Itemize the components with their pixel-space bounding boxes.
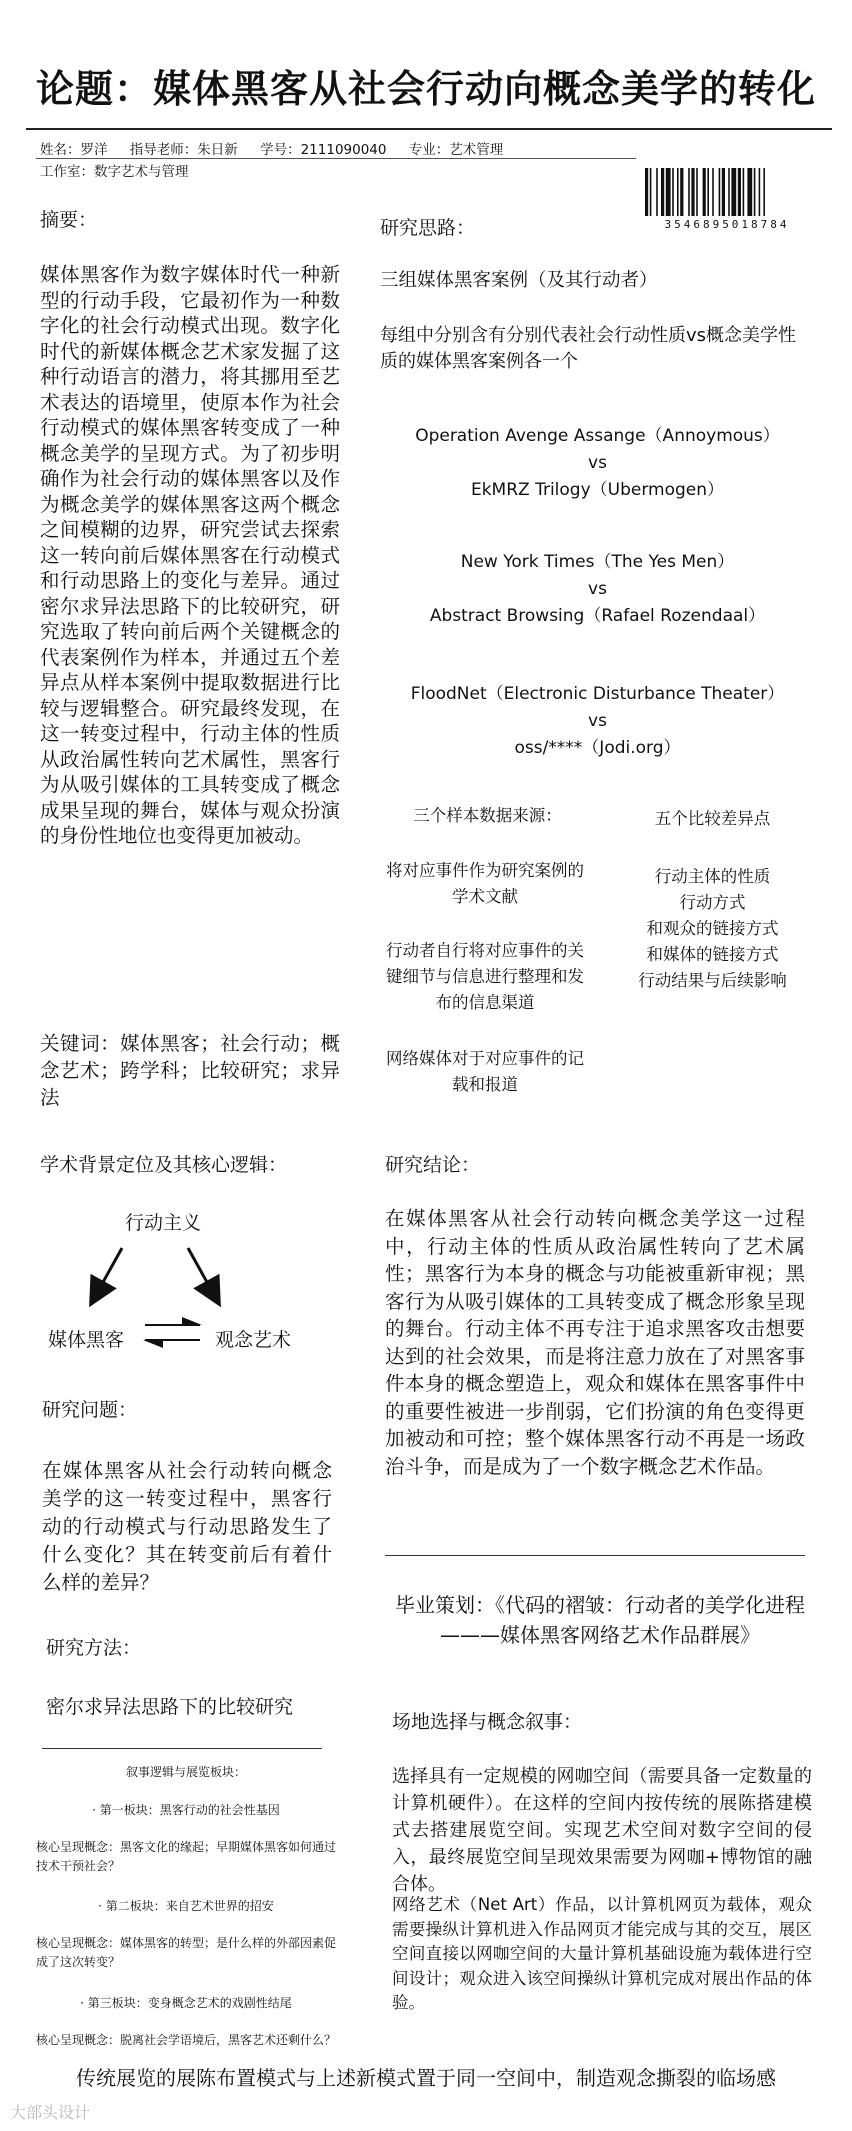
abstract-heading: 摘要： bbox=[40, 209, 98, 231]
question-text: 在媒体黑客从社会行动转向概念美学的这一转变过程中，黑客行动的行动模式与行动思路发生了什么变化？其在转变前后有着什么样的差异？ bbox=[42, 1459, 332, 1594]
case-group-3 bbox=[380, 681, 815, 762]
barcode-bar bbox=[703, 168, 706, 216]
meta-divider bbox=[36, 158, 636, 159]
venue-text: 选择具有一定规模的网咖空间（需要具备一定数量的计算机硬件）。在这样的空间内按传统的展陈搭建模式去搭建展览空间。实现艺术空间对数字空间的侵入，最终展览空间呈现效果需要为网咖+博物馆的融合体。 bbox=[392, 1766, 812, 1895]
footer-statement: 传统展览的展陈布置模式与上述新模式置于同一空间中，制造观念撕裂的临场感 bbox=[76, 2066, 776, 2090]
barcode-bar bbox=[754, 168, 756, 216]
question-heading: 研究问题： bbox=[42, 1399, 138, 1421]
student-name: 姓名：罗洋 bbox=[40, 142, 108, 158]
barcode-bar bbox=[661, 168, 664, 216]
narrative-concept-3: 核心呈现概念：脱离社会学语境后，黑客艺术还剩什么？ bbox=[36, 2033, 337, 2047]
narrative-title: 叙事逻辑与展览板块： bbox=[125, 1765, 246, 1779]
diff-item: 和媒体的链接方式 bbox=[646, 945, 779, 964]
conclusion-divider bbox=[385, 1555, 805, 1556]
barcode-bar bbox=[728, 168, 730, 216]
case-group-2 bbox=[380, 549, 815, 630]
vs-label: vs bbox=[588, 711, 607, 731]
barcode bbox=[645, 168, 805, 216]
narrative-board-1: · 第一板块：黑客行动的社会性基因 bbox=[92, 1803, 280, 1817]
barcode-bar bbox=[722, 168, 725, 216]
case-group-1 bbox=[380, 423, 815, 504]
case-social-action: Operation Avenge Assange（Annoymous） bbox=[415, 426, 780, 446]
barcode-bar bbox=[712, 168, 714, 216]
venue-heading: 场地选择与概念叙事： bbox=[392, 1711, 583, 1733]
barcode-bar bbox=[731, 168, 736, 216]
case-concept-aesthetic: EkMRZ Trilogy（Ubermogen） bbox=[470, 480, 725, 500]
method-divider bbox=[42, 1748, 322, 1749]
case-groups-title: 三组媒体黑客案例（及其行动者） bbox=[380, 270, 658, 291]
conclusion-text: 在媒体黑客从社会行动转向概念美学这一过程中，行动主体的性质从政治属性转向了艺术属性；黑客行为本身的概念与功能被重新审视；黑客行为从吸引媒体的工具转变成了概念形象呈现的舞台。行动主体不再专注于追求黑客攻击想要达到的社会效果，而是将注意力放在了对黑客事件本身的概念塑造上，观众和媒体在黑客事件中的重要性被进一步削弱，它们扮演的角色变得更加被动和可控；整个媒体黑客行动不再是一场政治斗争，而是成为了一个数字概念艺术作品。 bbox=[385, 1207, 805, 1478]
research-idea-heading: 研究思路： bbox=[380, 217, 476, 239]
node-activism: 行动主义 bbox=[125, 1212, 202, 1234]
arrow-to-media-hacker bbox=[92, 1248, 122, 1302]
barcode-bar bbox=[691, 168, 694, 216]
abstract-text: 媒体黑客作为数字媒体时代一种新型的行动手段，它最初作为一种数字化的社会行动模式出现。数字化时代的新媒体概念艺术家发掘了这种行动语言的潜力，将其挪用至艺术表达的语境里，使原本作为社会行动模式的媒体黑客转变成了一种概念美学的呈现方式。为了初步明确作为社会行动的媒体黑客以及作为概念美学的媒体黑客这两个概念之间模糊的边界，研究尝试去探索这一转向前后媒体黑客在行动模式和行动思路上的变化与差异。通过密尔求异法思路下的比较研究，研究选取了转向前后两个关键概念的代表案例作为样本，并通过五个差异点从样本案例中提取数据进行比较与逻辑整合。研究最终发现，在这一转变过程中，行动主体的性质从政治属性转向艺术属性，黑客行为从吸引媒体的工具转变成了概念成果呈现的舞台，媒体与观众扮演的身份性地位也变得更加被动。 bbox=[40, 263, 340, 847]
student-id: 学号：2111090040 bbox=[260, 142, 387, 158]
barcode-bar bbox=[763, 168, 765, 216]
source-item: 网络媒体对于对应事件的记载和报道 bbox=[386, 1049, 584, 1094]
sources-title: 三个样本数据来源： bbox=[413, 806, 562, 825]
narrative-board-3: · 第三板块：变身概念艺术的戏剧性结尾 bbox=[80, 1996, 292, 2010]
barcode-bar bbox=[719, 168, 721, 216]
diff-item: 和观众的链接方式 bbox=[646, 919, 779, 938]
narrative-concept-1: 核心呈现概念：黑客文化的缘起；早期媒体黑客如何通过技术干预社会？ bbox=[36, 1840, 337, 1873]
logic-diagram bbox=[40, 1230, 300, 1360]
student-info bbox=[40, 138, 521, 158]
barcode-bar bbox=[672, 168, 674, 216]
diff-list bbox=[610, 864, 815, 994]
exhibition-title: 毕业策划：《代码的褶皱：行动者的美学化进程———媒体黑客网络艺术作品群展》 bbox=[395, 1593, 805, 1647]
source-item: 行动者自行将对应事件的关键细节与信息进行整理和发布的信息渠道 bbox=[386, 941, 584, 1012]
major: 专业：艺术管理 bbox=[408, 142, 504, 158]
barcode-number: 3546895018784 bbox=[664, 218, 790, 231]
barcode-bar bbox=[696, 168, 698, 216]
net-art-text: 网络艺术（Net Art）作品，以计算机网页为载体，观众需要操纵计算机进入作品网页才能完成与其的交互，展区空间直接以网咖空间的大量计算机基础设施为载体进行空间设计；观众进入该空间操纵计算机完成对展出作品的体验。 bbox=[392, 1895, 812, 2012]
barcode-bar bbox=[759, 168, 761, 216]
case-groups-desc: 每组中分别含有分别代表社会行动性质vs概念美学性质的媒体黑客案例各一个 bbox=[380, 325, 797, 372]
barcode-bar bbox=[645, 168, 648, 216]
barcode-bar bbox=[666, 168, 671, 216]
barcode-bar bbox=[680, 168, 683, 216]
case-social-action: New York Times（The Yes Men） bbox=[460, 552, 735, 572]
narrative-board-2: · 第二板块：来自艺术世界的招安 bbox=[98, 1899, 274, 1913]
conclusion-heading: 研究结论： bbox=[385, 1154, 481, 1176]
vs-label: vs bbox=[588, 579, 607, 599]
barcode-bar bbox=[747, 168, 752, 216]
case-social-action: FloodNet（Electronic Disturbance Theater） bbox=[410, 684, 785, 704]
barcode-bar bbox=[650, 168, 652, 216]
keywords: 关键词：媒体黑客；社会行动；概念艺术；跨学科；比较研究；求异法 bbox=[40, 1032, 340, 1109]
watermark: 大部头设计 bbox=[10, 2103, 91, 2122]
barcode-bar bbox=[738, 168, 741, 216]
diff-title: 五个比较差异点 bbox=[654, 809, 771, 828]
arrow-to-conceptual-art bbox=[188, 1248, 218, 1302]
title-divider bbox=[26, 128, 832, 130]
node-conceptual-art: 观念艺术 bbox=[215, 1329, 292, 1351]
node-media-hacker: 媒体黑客 bbox=[48, 1329, 125, 1351]
case-concept-aesthetic: oss/****（Jodi.org） bbox=[514, 738, 681, 758]
advisor: 指导老师：朱日新 bbox=[129, 142, 238, 158]
barcode-bar bbox=[656, 168, 658, 216]
barcode-bar bbox=[688, 168, 690, 216]
barcode-bar bbox=[677, 168, 679, 216]
background-heading: 学术背景定位及其核心逻辑： bbox=[40, 1154, 288, 1176]
diff-item: 行动方式 bbox=[679, 893, 746, 912]
barcode-bar bbox=[743, 168, 745, 216]
method-heading: 研究方法： bbox=[46, 1637, 142, 1659]
narrative-concept-2: 核心呈现概念：媒体黑客的转型；是什么样的外部因素促成了这次转变？ bbox=[36, 1936, 337, 1969]
diff-item: 行动结果与后续影响 bbox=[638, 971, 787, 990]
barcode-bar bbox=[707, 168, 709, 216]
diff-item: 行动主体的性质 bbox=[654, 867, 771, 886]
source-item: 将对应事件作为研究案例的学术文献 bbox=[386, 861, 584, 906]
studio: 工作室：数字艺术与管理 bbox=[40, 164, 189, 180]
page-title: 论题：媒体黑客从社会行动向概念美学的转化 bbox=[36, 67, 817, 111]
method-text: 密尔求异法思路下的比较研究 bbox=[46, 1696, 294, 1718]
vs-label: vs bbox=[588, 453, 607, 473]
case-concept-aesthetic: Abstract Browsing（Rafael Rozendaal） bbox=[429, 606, 766, 626]
